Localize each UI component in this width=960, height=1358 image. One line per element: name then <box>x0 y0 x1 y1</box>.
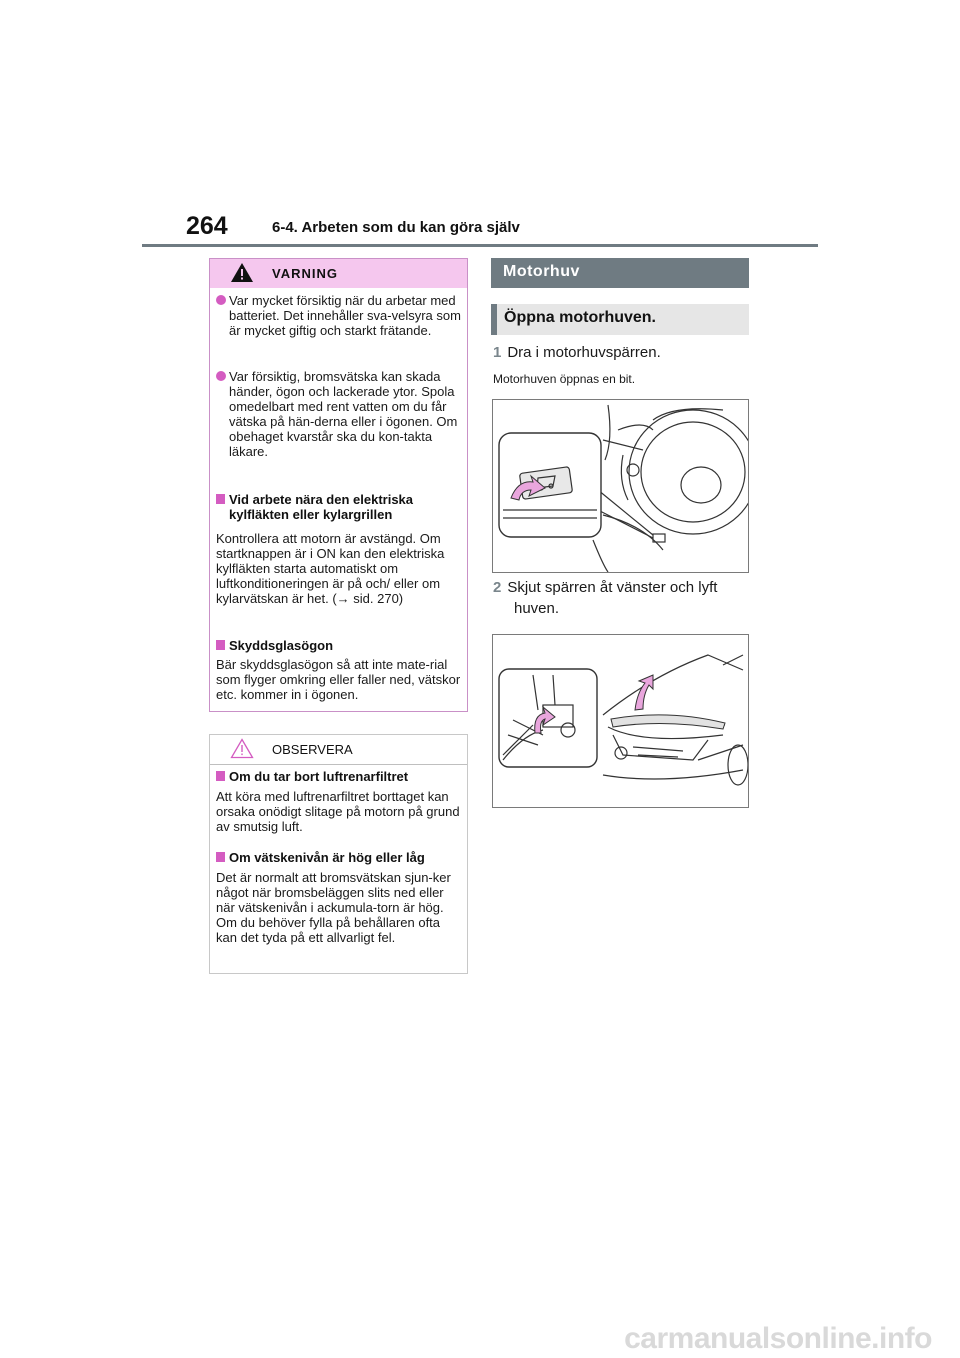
caution-box <box>209 734 468 974</box>
caution-header <box>210 735 467 765</box>
filter-text: Att köra med luftrenarfiltret borttaget kan orsaka onödigt slitage på motorn på grund av smutsig luft. <box>216 789 460 834</box>
header-rule <box>142 244 818 247</box>
warning-header <box>210 259 467 288</box>
step-number: 2 <box>493 579 502 596</box>
hood-latch-illustration <box>492 399 749 573</box>
lift-hood-illustration <box>492 634 749 808</box>
caution-title: OBSERVERA <box>272 742 353 757</box>
warning-bullet-brake-fluid: Var försiktig, bromsvätska kan skada händer, ögon och lackerade ytor. Spola omedelbart med rent vatten om du får vätska på hän-derna eller i ögonen. Om obehaget kvarstår ska du kon-takta läkare. <box>216 369 462 459</box>
fluid-heading: Om vätskenivån är hög eller låg <box>216 850 462 865</box>
section-band-motorhuv: Motorhuv <box>491 258 749 288</box>
section-title: 6-4. Arbeten som du kan göra själv <box>272 219 520 236</box>
fluid-text: Det är normalt att bromsvätskan sjun-ker något när bromsbeläggen slits ned eller när vätskenivån i ackumula-torn är hög. Om du behöver fylla på behållaren ofta kan det tyda på ett allvarligt fel. <box>216 870 451 945</box>
step-1: 1 Dra i motorhuvspärren. <box>493 344 661 361</box>
lift-hood-drawing <box>493 635 748 807</box>
hood-latch-drawing <box>493 400 748 572</box>
page-number: 264 <box>186 212 228 240</box>
bullet-dot-icon <box>216 295 226 305</box>
subsection-accent-bar <box>491 304 497 335</box>
fan-heading: Vid arbete nära den elektriska kylfläkten eller kylargrillen <box>216 492 462 522</box>
bullet-dot-icon <box>216 371 226 381</box>
fan-text: Kontrollera att motorn är avstängd. Om startknappen är i ON kan den elektriska kylfläkten starta automatiskt om luftkonditioneringen är på och/ eller om kylarvätskan är het. (→ sid. 270) <box>216 531 445 606</box>
warning-triangle-icon <box>230 262 254 283</box>
goggles-heading: Skyddsglasögon <box>216 638 462 653</box>
warning-box <box>209 258 468 712</box>
square-bullet-icon <box>216 771 225 781</box>
filter-heading: Om du tar bort luftrenarfiltret <box>216 769 462 784</box>
watermark: carmanualsonline.info <box>624 1322 932 1355</box>
step-number: 1 <box>493 344 502 361</box>
goggles-text: Bär skyddsglasögon så att inte mate-rial som flyger omkring eller faller ned, vätskor etc. kommer in i ögonen. <box>216 657 461 702</box>
square-bullet-icon <box>216 494 225 504</box>
step-2: 2 Skjut spärren åt vänster och lyft <box>493 579 718 596</box>
caution-triangle-icon <box>230 738 254 759</box>
square-bullet-icon <box>216 640 225 650</box>
warning-bullet-battery: Var mycket försiktig när du arbetar med batteriet. Det innehåller sva-velsyra som är mycket giftig och starkt frätande. <box>216 293 462 338</box>
square-bullet-icon <box>216 852 225 862</box>
step-2-continued: huven. <box>514 600 560 617</box>
subsection-band: Öppna motorhuven. <box>491 304 749 335</box>
step-1-note: Motorhuven öppnas en bit. <box>493 372 636 386</box>
warning-title: VARNING <box>272 266 338 281</box>
